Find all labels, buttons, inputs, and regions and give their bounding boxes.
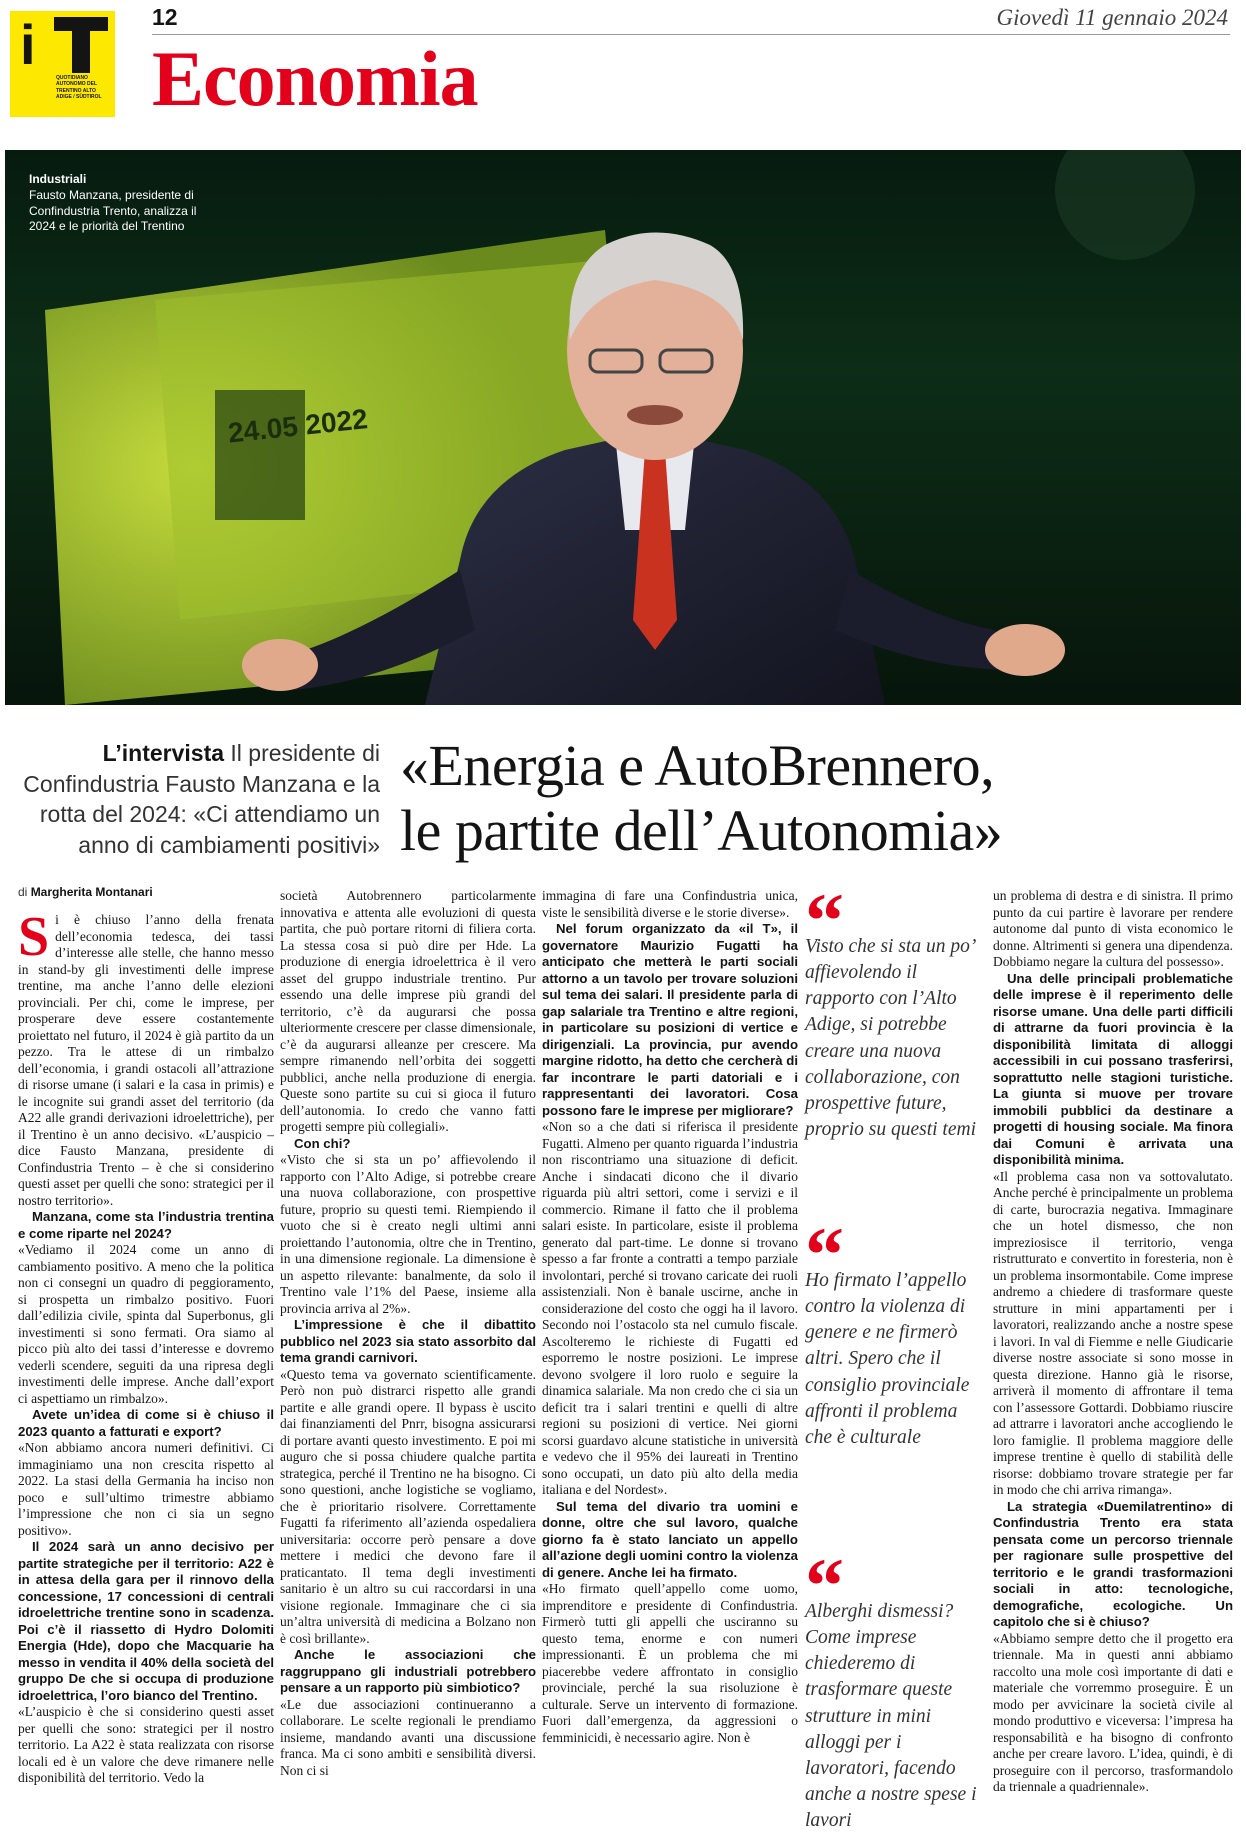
drop-cap: S bbox=[18, 912, 50, 968]
photo-caption bbox=[29, 172, 199, 235]
issue-date: Giovedì 11 gennaio 2024 bbox=[996, 5, 1228, 30]
byline-prefix: di bbox=[18, 885, 28, 899]
interview-question: Una delle principali problematiche delle imprese è il reperimento delle risorse umane. Una delle parti difficili di attrarne da fuori provincia è la disponibilità limitata di alloggi accessibili in cui possano trasferirsi, soprattutto nelle stagioni turistiche. La giunta si muove per trovare immobili pubblici da destinare a progetti di housing sociale. Ma finora dai Comuni è arrivata una disponibilità minima. bbox=[993, 970, 1233, 1167]
pull-quote-text: Alberghi dismessi? Come imprese chiederemo di trasformare queste strutture in mini alloggi per i lavoratori, facendo anche a nostre spese i lavori bbox=[805, 1601, 977, 1831]
headline-line-2: le partite dell’Autonomia» bbox=[400, 797, 1003, 863]
article-paragraph: immagina di fare una Confindustria unica, viste le sensibilità diverse e le storie diverse». bbox=[542, 888, 798, 920]
caption-title: Industriali bbox=[29, 172, 87, 186]
kicker-text: Il presidente di Confindustria Fausto Manzana e la rotta del 2024: «Ci attendiamo un anno di cambiamenti positivi» bbox=[23, 740, 380, 858]
article-paragraph: «L’auspicio è che si considerino questi asset per quelli che sono: strategici per il nostro territorio. La A22 è stata realizzata con risorse locali ed è un valore che deve rimanere nelle disponibilità del territorio. Vedo la bbox=[18, 1704, 274, 1785]
article-column-2 bbox=[280, 888, 536, 1838]
interview-question: Sul tema del divario tra uomini e donne, oltre che sul lavoro, qualche giorno fa è stato lanciato un appello all’azione degli uomini contro la violenza di genere. Anche lei ha firmato. bbox=[542, 1498, 798, 1580]
article-paragraph: «Il problema casa non va sottovalutato. Anche perché è principalmente un problema di carte, burocrazia negativa. Immaginare che un hotel dismesso, che non impreziosisce il territorio, venga ristrutturato e convertito in foresteria, non è un problema insormontabile. Come imprese andremo a chiedere di trasformare queste strutture in mini appartamenti per i lavoratori, realizzando anche a nostre spese i lavori. In val di Fiemme e nelle Giudicarie diverse nostre associate si sono mosse in questa direzione. Hanno già le risorse, arriverà il momento di affrontare il tema con l’assessore Gottardi. Dobbiamo riuscire ad attrarre i lavoratori anche accogliendo le loro famiglie. Il problema maggiore delle imprese trentine è quello di stabilità delle risorse: dobbiamo trovare strategie per far in modo che chi arriva rimanga». bbox=[993, 1168, 1233, 1497]
article-paragraph: «Non abbiamo ancora numeri definitivi. Ci immaginiamo una non crescita rispetto al 2022. La stasi della Germania ha inciso non poco e sull’ultimo trimestre abbiamo l’impressione che non ci sia un segno positivo». bbox=[18, 1440, 274, 1538]
quote-mark-icon: “ bbox=[805, 890, 844, 934]
article-paragraph: «Ho firmato quell’appello come uomo, imprenditore e presidente di Confindustria. Firmerò tutti gli appelli che usciranno su questo tema, enorme e con numeri impressionanti. È un problema che mi piacerebbe vedere affrontato in consiglio provinciale, perché la sua risoluzione è culturale. Serve un intervento di formazione. Fuori dall’emergenza, da aggressioni o femminicidi, è necessario agire. Non è bbox=[542, 1581, 798, 1745]
page-number: 12 bbox=[152, 4, 178, 30]
kicker-label: L’intervista bbox=[102, 740, 225, 766]
quote-mark-icon: “ bbox=[805, 1224, 844, 1268]
article-paragraph: i è chiuso l’anno della frenata dell’economia tedesca, dei tassi d’interesse alle stelle, che hanno messo in stand-by gli investimenti delle imprese trentine, ma anche l’anno delle elezioni provinciali. Per chi, come le imprese, per prosperare deve essere costantemente proiettato nel futuro, il 2024 è già partito da un pezzo. Tra le attese di un rimbalzo dell’economia, i grandi ostacoli all’attrazione di risorse umane (i salari e la casa in primis) e le incognite sui grandi asset del territorio (da A22 alle grandi derivazioni idroelettriche), per il Trentino è un anno decisivo. «L’auspicio – dice Fausto Manzana, presidente di Confindustria Trento – è che si considerino questi asset per quelli che sono: strategici per il nostro territorio». bbox=[18, 912, 274, 1208]
interview-question: Nel forum organizzato da «il T», il governatore Maurizio Fugatti ha anticipato che metterà le parti sociali attorno a un tavolo per trovare soluzioni sul tema dei salari. Il presidente parla di gap salariale tra Trentino e altre regioni, in particolare su posizioni di vertice e dirigenziali. La provincia, pur avendo margine ridotto, ha detto che cercherà di far incontrare le parti datoriali e i rappresentanti dei lavoratori. Cosa possono fare le imprese per migliorare? bbox=[542, 921, 798, 1118]
headline-line-1: «Energia e AutoBrennero, bbox=[400, 733, 995, 798]
interview-question: Anche le associazioni che raggruppano gli industriali potrebbero pensare a un rapporto più simbiotico? bbox=[280, 1647, 536, 1695]
speaker-left-hand bbox=[242, 639, 318, 691]
article-column-1 bbox=[18, 912, 274, 1838]
article-paragraph: «Le due associazioni continueranno a collaborare. Le scelte regionali le prendiamo insieme, mandando avanti una discussione franca. Ma ci sono ambiti e sensibilità diversi. Non ci si bbox=[280, 1696, 536, 1778]
interview-question: Il 2024 sarà un anno decisivo per partite strategiche per il territorio: A22 è in attesa della gara per il rinnovo della concessione, 17 concessioni di centrali idroelettriche trentine sono in scadenza. Poi c’è il riassetto di Hydro Dolomiti Energia (Hde), dopo che Macquarie ha messo in vendita il 40% della società del gruppo De che si occupa di produzione idroelettrica, l’oro bianco del Trentino. bbox=[18, 1539, 274, 1703]
article-paragraph: società Autobrennero particolarmente innovativa e attenta alle evoluzioni di questa partita, che può portare ritorni di filiera corta. La stessa cosa si può dire per Hde. La produzione di energia idroelettrica è il vero asset del gruppo industriale trentino. Pur essendo una delle imprese più grandi del territorio, c’è da augurarsi che possa ulteriormente crescere per classe dimensionale, c’è da augurarsi alleanze per crescere. Ma sempre rimanendo nell’orbita dei soggetti pubblici, anche nella produzione di energia. Queste sono partite su cui si gioca il futuro dell’autonomia. Io credo che vanno fatti progetti sempre più collegiali». bbox=[280, 888, 536, 1134]
article-photo bbox=[5, 150, 1241, 705]
pull-quote-text: Ho firmato l’appello contro la violenza di genere e ne firmerò altri. Spero che il consiglio provinciale affronti il problema che è culturale bbox=[805, 1270, 970, 1448]
speaker-right-hand bbox=[985, 624, 1065, 676]
pull-quote bbox=[805, 1224, 985, 1451]
quote-mark-icon: “ bbox=[805, 1555, 844, 1599]
screen-date-text: 24.05 2022 bbox=[226, 403, 370, 449]
article-paragraph: «Visto che si sta un po’ affievolendo il rapporto con l’Alto Adige, si potrebbe creare una nuova collaborazione, con prospettive future, proprio su questi temi. Riempiendo il vuoto che si è creato negli ultimi anni proiettando l’autonomia, oltre che in Trentino, in una dimensione regionale. La dimensione è un aspetto rilevante: banalmente, da solo il Trentino vale l’1% del Paese, insieme alla provincia arriva al 2%». bbox=[280, 1152, 536, 1316]
article-column-3 bbox=[542, 888, 798, 1838]
article-paragraph: un problema di destra e di sinistra. Il primo punto da cui partire è lavorare per rendere autonome dal punto di vista economico le donne. Altrimenti si genera una dipendenza. Dobbiamo negare la cultura del possesso». bbox=[993, 888, 1233, 969]
pull-quote-text: Visto che si sta un po’ affievolendo il rapporto con l’Alto Adige, si potrebbe creare una nuova collaborazione, con prospettive future, proprio su questi temi bbox=[805, 936, 976, 1140]
article-column-5 bbox=[993, 888, 1233, 1838]
pull-quote bbox=[805, 1555, 985, 1834]
article-paragraph: «Non so a che dati si riferisca il presidente Fugatti. Almeno per quanto riguarda l’industria non riscontriamo una situazione di deficit. Anche i sindacati dicono che il divario riguarda più altri settori, come i servizi e il commercio. Rimane il fatto che il problema salari esiste. In particolare, esiste il problema generato dal part-time. Le donne si trovano spesso a far fronte a contratti a tempo parziale involontari, perché si trovano caricate dei ruoli assistenziali. Non è banale uscirne, anche in considerazione del costo che oggi ha il lavoro. Secondo noi l’ostacolo sta nel cumulo fiscale. Ascolteremo le richieste di Fugatti ed esporremo le nostre posizioni. Le imprese devono svolgere il loro ruolo e seguire la dinamica salariale. Ma non credo che ci sia un deficit tra i salari trentini e quelli di altre regioni su posizioni di vertice. Nei giorni scorsi guardavo alcune statistiche in università e vedevo che il 95% dei laureati in Trentino sono occupati, un dato più alto della media italiana e del Nordest». bbox=[542, 1119, 798, 1497]
article-headline bbox=[400, 734, 1230, 864]
section-title: Economia bbox=[152, 35, 478, 122]
article-paragraph: «Questo tema va governato scientificamente. Però non può distrarci rispetto alle grandi partite e alle grandi opere. Il bypass è uscito dai finanziamenti del Pnrr, bisogna assicurarsi di portare avanti questo investimento. E poi mi auguro che si possa chiudere qualche partita strategica, perché il Trentino ne ha bisogno. Ci sono questioni, anche logistiche se vogliamo, che è prioritario risolvere. Correttamente Fugatti fa riferimento all’azienda ospedaliera universitaria: occorre però pensare a dove mettere i medici che devono fare il praticantato. Il tema degli investimenti sanitario è un altro su cui raccordarsi in una visione regionale. Immaginare che ci sia un’altra università di medicina a Bolzano non è così brillante». bbox=[280, 1366, 536, 1646]
newspaper-logo[interactable] bbox=[10, 11, 115, 117]
interview-question: L’impressione è che il dibattito pubblico nel 2023 sia stato assorbito dal tema grandi carnivori. bbox=[280, 1317, 536, 1365]
byline-author: Margherita Montanari bbox=[30, 885, 153, 899]
interview-question: La strategia «Duemilatrentino» di Confindustria Trento era stata pensata come un percorso triennale per ragionare sulle prospettive del territorio e le grandi trasformazioni sociali in atto: tecnologiche, demografiche, ecologiche. Un capitolo che si è chiuso? bbox=[993, 1498, 1233, 1629]
article-paragraph: «Abbiamo sempre detto che il progetto era triennale. Ma in questi anni abbiamo raccolto una mole così importante di dati e materiale che vorremmo proseguire. È un modo per avvicinare la società civile al mondo produttivo e viceversa: l’impresa ha responsabilità e ha bisogno di confronto anche per creare lavoro. L’idea, quindi, è di proseguire con il percorso, trasformandolo da triennale a quadriennale». bbox=[993, 1630, 1233, 1794]
interview-question: Con chi? bbox=[294, 1135, 351, 1151]
logo-tagline: QUOTIDIANO AUTONOMO DEL TRENTINO ALTO ADIGE / SÜDTIROL bbox=[56, 75, 102, 100]
interview-question: Avete un’idea di come si è chiuso il 2023 quanto a fatturati e export? bbox=[18, 1407, 274, 1439]
logo-letter-t-stem bbox=[72, 17, 90, 73]
article-paragraph: «Vediamo il 2024 come un anno di cambiamento positivo. A meno che la politica non ci consegni un quadro di peggioramento, si prospetta un rimbalzo positivo. Fuori dall’edilizia civile, spinta dal Superbonus, gli investimenti si sono fermati. Ora siamo al picco più alto dei tassi d’interesse e dovremo vederli scendere, seguiti da una ripresa degli investimenti delle imprese. Anche dall’export ci aspettiamo un rimbalzo». bbox=[18, 1242, 274, 1406]
article-kicker bbox=[18, 738, 380, 860]
interview-question: Manzana, come sta l’industria trentina e come riparte nel 2024? bbox=[18, 1209, 274, 1241]
pull-quote bbox=[805, 890, 985, 1143]
logo-letter-i: i bbox=[20, 13, 33, 76]
article-byline bbox=[18, 886, 153, 898]
caption-body: Fausto Manzana, presidente di Confindustria Trento, analizza il 2024 e le priorità del Trentino bbox=[29, 187, 197, 234]
